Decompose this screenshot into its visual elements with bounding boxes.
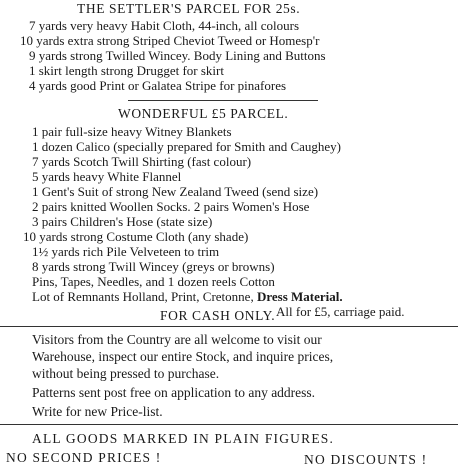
settlers-item: 1 skirt length strong Drugget for skirt [29,63,224,78]
wonderful-item: 1 pair full-size heavy Witney Blankets [32,124,232,139]
settlers-parcel-title: THE SETTLER'S PARCEL FOR 25s. [77,1,301,16]
plain-figures-line: ALL GOODS MARKED IN PLAIN FIGURES. [32,431,335,446]
wonderful-item: 1 Gent's Suit of strong New Zealand Tweed (send size) [32,184,319,199]
divider-rule [128,100,318,101]
settlers-item: 9 yards strong Twilled Wincey. Body Lining and Buttons [29,48,326,63]
settlers-item: 7 yards very heavy Habit Cloth, 44-inch, all colours [29,18,300,33]
patterns-line: Patterns sent post free on application to any address. [32,385,316,400]
visitors-line: without being pressed to purchase. [32,366,220,381]
divider-rule [0,326,458,327]
divider-rule [0,424,458,425]
wonderful-item: 7 yards Scotch Twill Shirting (fast colour) [32,154,252,169]
settlers-item: 10 yards extra strong Striped Cheviot Tweed or Homesp'r [20,33,320,48]
wonderful-item: Pins, Tapes, Needles, and 1 dozen reels Cotton [32,274,275,289]
visitors-line: Visitors from the Country are all welcome to visit our [32,332,322,347]
wonderful-item: 1 dozen Calico (specially prepared for Smith and Caughey) [32,139,342,154]
price-list-line: Write for new Price-list. [32,404,163,419]
wonderful-parcel-title: WONDERFUL £5 PARCEL. [118,106,289,121]
wonderful-item: 2 pairs knitted Woollen Socks. 2 pairs Women's Hose [32,199,310,214]
cash-only-heading: FOR CASH ONLY. [160,308,276,323]
wonderful-item: 1½ yards rich Pile Velveteen to trim [32,244,220,259]
settlers-item: 4 yards good Print or Galatea Stripe for pinafores [29,78,287,93]
wonderful-item: 5 yards heavy White Flannel [32,169,182,184]
remnants-line [32,290,343,303]
wonderful-item: 10 yards strong Costume Cloth (any shade) [23,229,249,244]
wonderful-item: 8 yards strong Twill Wincey (greys or browns) [32,259,275,274]
price-line: All for £5, carriage paid. [276,304,405,319]
no-discounts: NO DISCOUNTS ! [304,452,428,467]
remnants-bold-text: Dress Material. [256,289,343,304]
remnants-text: Lot of Remnants Holland, Print, Cretonne, [32,289,254,304]
no-second-prices: NO SECOND PRICES ! [6,450,162,465]
wonderful-item: 3 pairs Children's Hose (state size) [32,214,213,229]
visitors-line: Warehouse, inspect our entire Stock, and inquire prices, [32,349,334,364]
